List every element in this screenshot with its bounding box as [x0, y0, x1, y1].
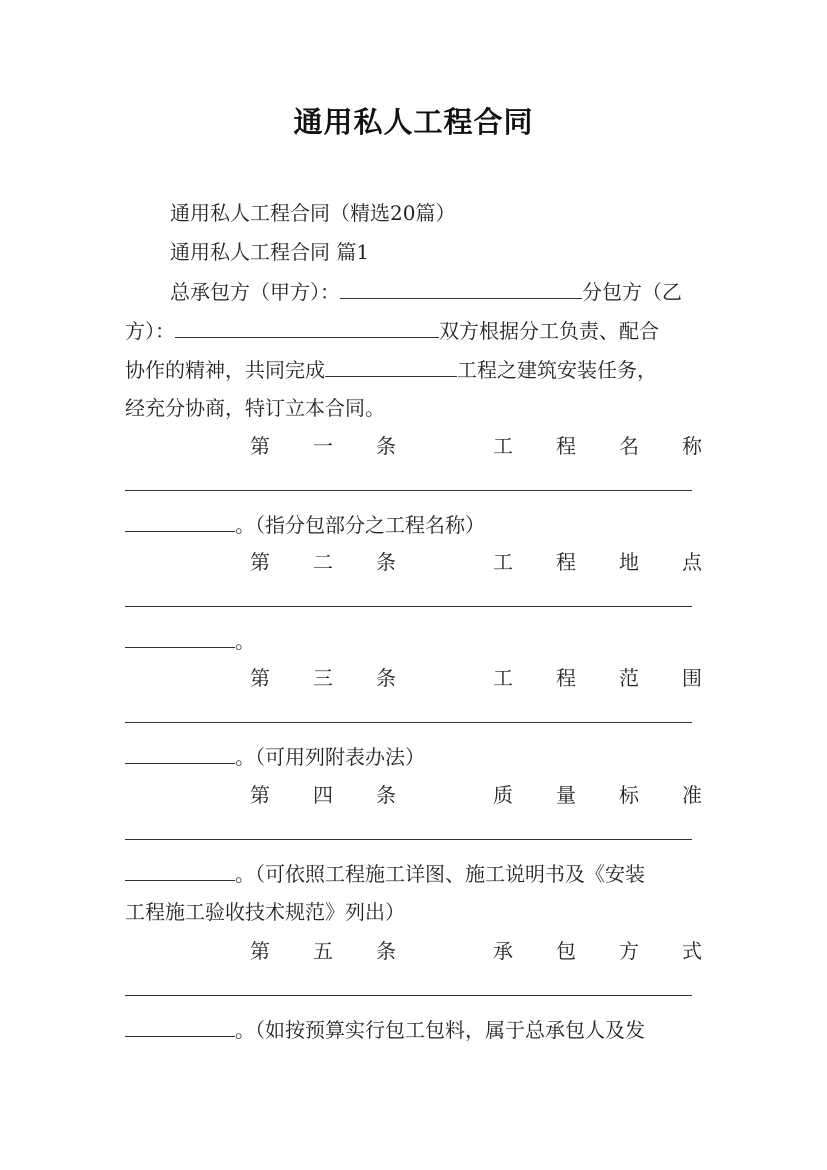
clause-char: 围: [682, 666, 702, 690]
clause-char: 第: [250, 550, 270, 574]
page-title: 通用私人工程合同: [293, 105, 534, 139]
clause-char: 点: [682, 550, 702, 574]
clause-char: 五: [313, 939, 333, 963]
clause-5-note: 。（如按预算实行包工包料，属于总承包人及发: [235, 1018, 645, 1042]
clause-char: 量: [556, 783, 576, 807]
clause-5-rule: [125, 995, 692, 996]
clause-1-rule: [125, 490, 692, 491]
clause-char: 标: [619, 783, 639, 807]
clause-5-note-line: [125, 1016, 645, 1043]
clause-2-note-line: [125, 627, 255, 654]
intro-line-2: [125, 317, 659, 344]
clause-4-blank: [125, 860, 235, 881]
clause-3-rule: [125, 722, 692, 723]
clause-char: 式: [682, 939, 702, 963]
clause-2-note: 。: [235, 629, 255, 653]
clause-char: 第: [250, 666, 270, 690]
clause-3-note-line: [125, 743, 425, 770]
clause-2-rule: [125, 606, 692, 607]
clause-1-note: 。（指分包部分之工程名称）: [235, 513, 485, 537]
clause-char: 第: [250, 783, 270, 807]
clause-char: 二: [313, 550, 333, 574]
clause-char: 条: [376, 666, 396, 690]
clause-2-blank: [125, 627, 235, 648]
clause-char: 第: [250, 434, 270, 458]
chapter-heading: 通用私人工程合同 篇1: [170, 240, 370, 264]
clause-char: 四: [313, 783, 333, 807]
clause-char: 方: [619, 939, 639, 963]
clause-char: 程: [556, 550, 576, 574]
clause-char: 条: [376, 783, 396, 807]
intro-line-1: [170, 278, 682, 305]
intro-line-4: 经充分协商，特订立本合同。: [125, 396, 385, 420]
clause-5-blank: [125, 1016, 235, 1037]
intro-text-3b: 工程之建筑安装任务，: [457, 358, 657, 382]
intro-text-3a: 协作的精神，共同完成: [125, 358, 325, 382]
clause-char: 程: [556, 434, 576, 458]
subtitle: 通用私人工程合同（精选20篇）: [170, 201, 456, 225]
party-b-label-end: 方）：: [125, 319, 175, 343]
clause-4-note-line: [125, 860, 645, 887]
clause-char: 一: [313, 434, 333, 458]
project-blank: [325, 356, 457, 377]
clause-char: 程: [556, 666, 576, 690]
clause-char: 工: [493, 434, 513, 458]
intro-text-after-b: 双方根据分工负责、配合: [439, 319, 659, 343]
clause-char: 工: [493, 666, 513, 690]
clause-1-blank: [125, 511, 235, 532]
clause-char: 条: [376, 434, 396, 458]
clause-char: 工: [493, 550, 513, 574]
intro-line-3: [125, 356, 657, 383]
clause-char: 名: [619, 434, 639, 458]
clause-char: 包: [556, 939, 576, 963]
clause-1-note-line: [125, 511, 485, 538]
clause-char: 称: [682, 434, 702, 458]
clause-char: 条: [376, 550, 396, 574]
clause-char: 范: [619, 666, 639, 690]
clause-char: 条: [376, 939, 396, 963]
clause-char: 质: [493, 783, 513, 807]
clause-char: 地: [619, 550, 639, 574]
clause-3-blank: [125, 743, 235, 764]
party-a-blank: [340, 278, 582, 299]
party-b-blank: [175, 317, 439, 338]
clause-4-note-line-2: 工程施工验收技术规范》列出）: [125, 900, 405, 924]
clause-4-rule: [125, 839, 692, 840]
party-a-label: 总承包方（甲方）：: [170, 280, 340, 304]
clause-char: 承: [493, 939, 513, 963]
clause-char: 第: [250, 939, 270, 963]
clause-3-note: 。（可用列附表办法）: [235, 745, 425, 769]
clause-4-note: 。（可依照工程施工详图、施工说明书及《安装: [235, 862, 645, 886]
clause-char: 三: [313, 666, 333, 690]
clause-char: 准: [682, 783, 702, 807]
party-b-label-start: 分包方（乙: [582, 280, 682, 304]
